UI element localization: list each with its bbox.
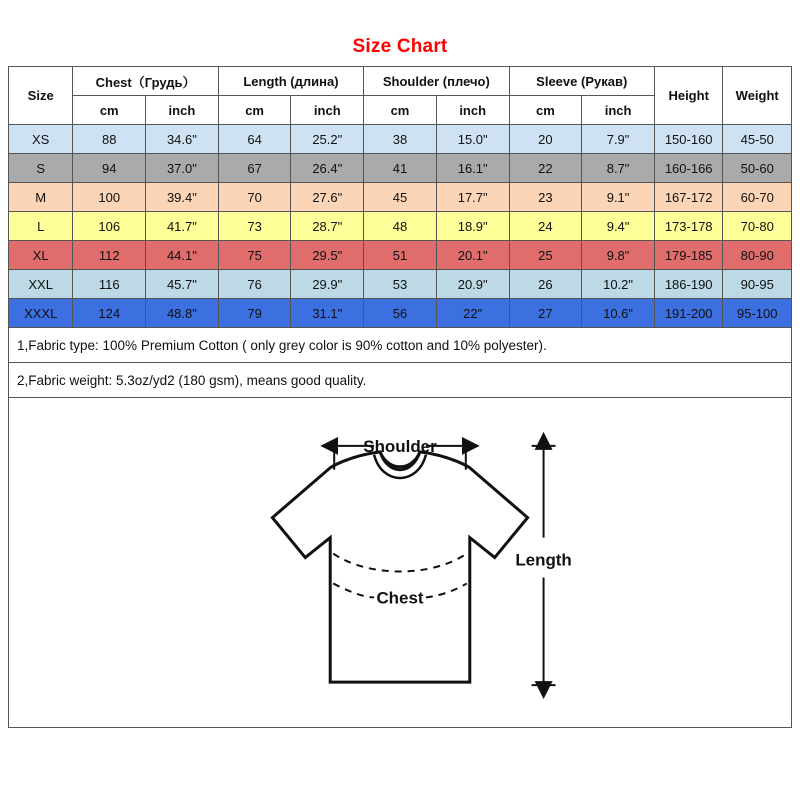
header-length-cm: cm — [218, 96, 291, 125]
header-size: Size — [9, 67, 73, 125]
length-label: Length — [515, 550, 572, 570]
cell-weight: 70-80 — [723, 212, 792, 241]
header-shoulder-cm: cm — [364, 96, 437, 125]
cell-size: XXXL — [9, 299, 73, 328]
cell-height: 150-160 — [654, 125, 723, 154]
cell-shoulder-inch: 22" — [436, 299, 509, 328]
header-sleeve: Sleeve (Рукав) — [509, 67, 654, 96]
cell-height: 186-190 — [654, 270, 723, 299]
cell-height: 167-172 — [654, 183, 723, 212]
header-shoulder: Shoulder (плечо) — [364, 67, 509, 96]
cell-sleeve-inch: 10.2" — [582, 270, 655, 299]
cell-weight: 60-70 — [723, 183, 792, 212]
header-height: Height — [654, 67, 723, 125]
header-sleeve-inch: inch — [582, 96, 655, 125]
table-group-header-row — [9, 67, 792, 96]
cell-weight: 45-50 — [723, 125, 792, 154]
cell-chest-cm: 106 — [73, 212, 146, 241]
shoulder-label: Shoulder — [363, 436, 437, 456]
cell-height: 191-200 — [654, 299, 723, 328]
table-row — [9, 125, 792, 154]
cell-length-cm: 64 — [218, 125, 291, 154]
note-fabric-weight: 2,Fabric weight: 5.3oz/yd2 (180 gsm), means good quality. — [9, 363, 792, 398]
cell-chest-cm: 116 — [73, 270, 146, 299]
header-sleeve-cm: cm — [509, 96, 582, 125]
cell-length-cm: 75 — [218, 241, 291, 270]
note-row — [9, 363, 792, 398]
cell-chest-cm: 94 — [73, 154, 146, 183]
tshirt-measurement-diagram — [8, 398, 792, 728]
cell-shoulder-cm: 51 — [364, 241, 437, 270]
cell-chest-inch: 48.8" — [146, 299, 219, 328]
cell-weight: 90-95 — [723, 270, 792, 299]
cell-shoulder-inch: 16.1" — [436, 154, 509, 183]
cell-sleeve-cm: 24 — [509, 212, 582, 241]
cell-weight: 80-90 — [723, 241, 792, 270]
cell-length-cm: 79 — [218, 299, 291, 328]
header-length: Length (длина) — [218, 67, 363, 96]
table-row — [9, 154, 792, 183]
cell-length-inch: 25.2" — [291, 125, 364, 154]
cell-chest-inch: 44.1" — [146, 241, 219, 270]
cell-weight: 50-60 — [723, 154, 792, 183]
cell-length-inch: 26.4" — [291, 154, 364, 183]
cell-sleeve-inch: 8.7" — [582, 154, 655, 183]
note-fabric-type: 1,Fabric type: 100% Premium Cotton ( only grey color is 90% cotton and 10% polyester). — [9, 328, 792, 363]
cell-length-inch: 27.6" — [291, 183, 364, 212]
cell-shoulder-inch: 15.0" — [436, 125, 509, 154]
header-chest-cm: cm — [73, 96, 146, 125]
cell-size: XS — [9, 125, 73, 154]
cell-shoulder-inch: 18.9" — [436, 212, 509, 241]
cell-chest-inch: 37.0" — [146, 154, 219, 183]
table-row — [9, 212, 792, 241]
cell-sleeve-cm: 26 — [509, 270, 582, 299]
cell-length-cm: 76 — [218, 270, 291, 299]
cell-sleeve-inch: 9.1" — [582, 183, 655, 212]
cell-sleeve-cm: 27 — [509, 299, 582, 328]
cell-chest-cm: 124 — [73, 299, 146, 328]
table-row — [9, 299, 792, 328]
cell-sleeve-cm: 22 — [509, 154, 582, 183]
cell-length-inch: 29.5" — [291, 241, 364, 270]
cell-shoulder-inch: 20.1" — [436, 241, 509, 270]
cell-size: S — [9, 154, 73, 183]
notes-table — [8, 328, 792, 398]
table-row — [9, 270, 792, 299]
cell-size: L — [9, 212, 73, 241]
cell-sleeve-inch: 9.8" — [582, 241, 655, 270]
chest-label: Chest — [376, 588, 424, 608]
cell-chest-inch: 41.7" — [146, 212, 219, 241]
page-title: Size Chart — [352, 36, 448, 57]
cell-chest-inch: 34.6" — [146, 125, 219, 154]
cell-shoulder-cm: 53 — [364, 270, 437, 299]
header-weight: Weight — [723, 67, 792, 125]
table-row — [9, 183, 792, 212]
tshirt-outline — [272, 452, 527, 682]
cell-shoulder-inch: 17.7" — [436, 183, 509, 212]
size-chart-table — [8, 66, 792, 328]
cell-sleeve-cm: 25 — [509, 241, 582, 270]
cell-shoulder-cm: 48 — [364, 212, 437, 241]
cell-shoulder-cm: 41 — [364, 154, 437, 183]
cell-chest-inch: 45.7" — [146, 270, 219, 299]
cell-height: 173-178 — [654, 212, 723, 241]
cell-sleeve-inch: 7.9" — [582, 125, 655, 154]
cell-height: 179-185 — [654, 241, 723, 270]
cell-chest-inch: 39.4" — [146, 183, 219, 212]
header-shoulder-inch: inch — [436, 96, 509, 125]
cell-length-inch: 31.1" — [291, 299, 364, 328]
cell-length-inch: 28.7" — [291, 212, 364, 241]
cell-shoulder-cm: 38 — [364, 125, 437, 154]
cell-sleeve-cm: 23 — [509, 183, 582, 212]
header-chest: Chest（Грудь） — [73, 67, 218, 96]
header-length-inch: inch — [291, 96, 364, 125]
cell-length-inch: 29.9" — [291, 270, 364, 299]
cell-weight: 95-100 — [723, 299, 792, 328]
header-chest-inch: inch — [146, 96, 219, 125]
cell-sleeve-cm: 20 — [509, 125, 582, 154]
cell-size: XL — [9, 241, 73, 270]
cell-size: M — [9, 183, 73, 212]
cell-sleeve-inch: 10.6" — [582, 299, 655, 328]
cell-length-cm: 67 — [218, 154, 291, 183]
cell-shoulder-inch: 20.9" — [436, 270, 509, 299]
cell-chest-cm: 112 — [73, 241, 146, 270]
table-row — [9, 241, 792, 270]
cell-size: XXL — [9, 270, 73, 299]
cell-length-cm: 70 — [218, 183, 291, 212]
cell-sleeve-inch: 9.4" — [582, 212, 655, 241]
cell-chest-cm: 100 — [73, 183, 146, 212]
cell-shoulder-cm: 45 — [364, 183, 437, 212]
cell-length-cm: 73 — [218, 212, 291, 241]
cell-height: 160-166 — [654, 154, 723, 183]
note-row — [9, 328, 792, 363]
cell-shoulder-cm: 56 — [364, 299, 437, 328]
cell-chest-cm: 88 — [73, 125, 146, 154]
